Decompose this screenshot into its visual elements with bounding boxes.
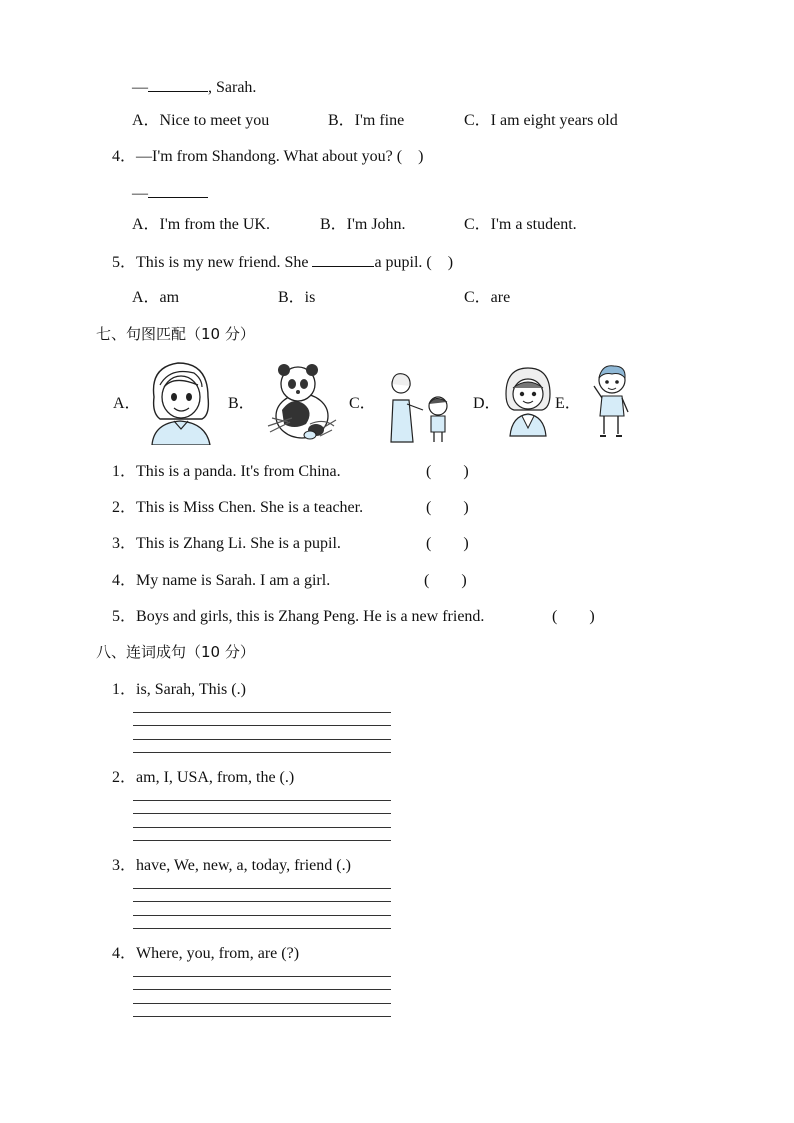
match-item-5-number: 5． [112, 608, 137, 625]
q3-option-a: A．Nice to meet you [132, 112, 270, 129]
section-7-title: 七、句图匹配（10 分） [96, 325, 255, 343]
match-item-3 [112, 534, 341, 554]
q5-text-a: This is my new friend. She [136, 254, 313, 271]
q5-option-c: C．are [464, 289, 511, 306]
q4-dash: — [132, 185, 148, 202]
q4-option-c: C．I'm a student. [464, 216, 577, 233]
q5-option-b: B．is [278, 289, 316, 306]
boy-waving-image [590, 362, 634, 442]
label-d: D． [473, 395, 501, 412]
label-c: C． [349, 395, 376, 412]
match-item-2-number: 2． [112, 499, 137, 516]
label-b: B． [228, 395, 255, 412]
match-item-5-text: Boys and girls, this is Zhang Peng. He is a new friend. [136, 608, 485, 625]
sentence-item-3 [112, 856, 351, 876]
sentence-item-4 [112, 944, 299, 964]
match-item-1-answer[interactable]: ( ) [426, 463, 469, 480]
q4-number: 4． [112, 148, 137, 165]
q4-text: —I'm from Shandong. What about you? ( ) [136, 148, 424, 165]
sentence-item-4-text: Where, you, from, are (?) [136, 945, 300, 962]
teacher-and-boy-image [383, 370, 457, 444]
sentence-item-2 [112, 768, 294, 788]
match-item-2-text: This is Miss Chen. She is a teacher. [136, 499, 364, 516]
sentence-item-4-number: 4． [112, 945, 137, 962]
match-item-5 [112, 607, 484, 627]
question-4 [112, 147, 423, 167]
match-item-4-text: My name is Sarah. I am a girl. [136, 572, 331, 589]
q3-option-c: C．I am eight years old [464, 112, 618, 129]
match-item-1 [112, 462, 341, 482]
q4-option-a: A．I'm from the UK. [132, 216, 270, 233]
sentence-item-3-number: 3． [112, 857, 137, 874]
label-a: A． [113, 395, 141, 412]
q3-dash: — [132, 79, 148, 96]
q3-option-b: B．I'm fine [328, 112, 405, 129]
match-item-4-number: 4． [112, 572, 137, 589]
q4-option-b: B．I'm John. [320, 216, 406, 233]
match-item-4 [112, 571, 330, 591]
match-item-2 [112, 498, 363, 518]
label-e: E． [555, 395, 581, 412]
section-8-title: 八、连词成句（10 分） [96, 643, 255, 661]
match-item-1-number: 1． [112, 463, 137, 480]
sentence-item-1-text: is, Sarah, This (.) [136, 681, 246, 698]
q5-blank[interactable] [312, 252, 374, 267]
match-item-5-answer[interactable]: ( ) [552, 608, 595, 625]
q3-answer-line [132, 77, 256, 98]
sentence-item-2-text: am, I, USA, from, the (.) [136, 769, 295, 786]
q5-text-b: a pupil. ( ) [374, 254, 454, 271]
girl-portrait-image [144, 357, 216, 445]
sentence-item-1 [112, 680, 246, 700]
question-5 [112, 252, 453, 273]
panda-image [262, 360, 340, 442]
match-item-2-answer[interactable]: ( ) [426, 499, 469, 516]
q5-option-a: A．am [132, 289, 180, 306]
sentence-item-1-number: 1． [112, 681, 137, 698]
match-item-3-text: This is Zhang Li. She is a pupil. [136, 535, 341, 552]
q3-answer-suffix: , Sarah. [208, 79, 257, 96]
sentence-item-2-number: 2． [112, 769, 137, 786]
q4-blank[interactable] [148, 183, 208, 198]
q5-number: 5． [112, 254, 137, 271]
match-item-3-answer[interactable]: ( ) [426, 535, 469, 552]
q3-blank[interactable] [148, 77, 208, 92]
girl-pupil-image [502, 366, 554, 438]
q4-answer-line [132, 183, 208, 204]
match-item-1-text: This is a panda. It's from China. [136, 463, 341, 480]
sentence-item-3-text: have, We, new, a, today, friend (.) [136, 857, 351, 874]
match-item-4-answer[interactable]: ( ) [424, 572, 467, 589]
match-item-3-number: 3． [112, 535, 137, 552]
